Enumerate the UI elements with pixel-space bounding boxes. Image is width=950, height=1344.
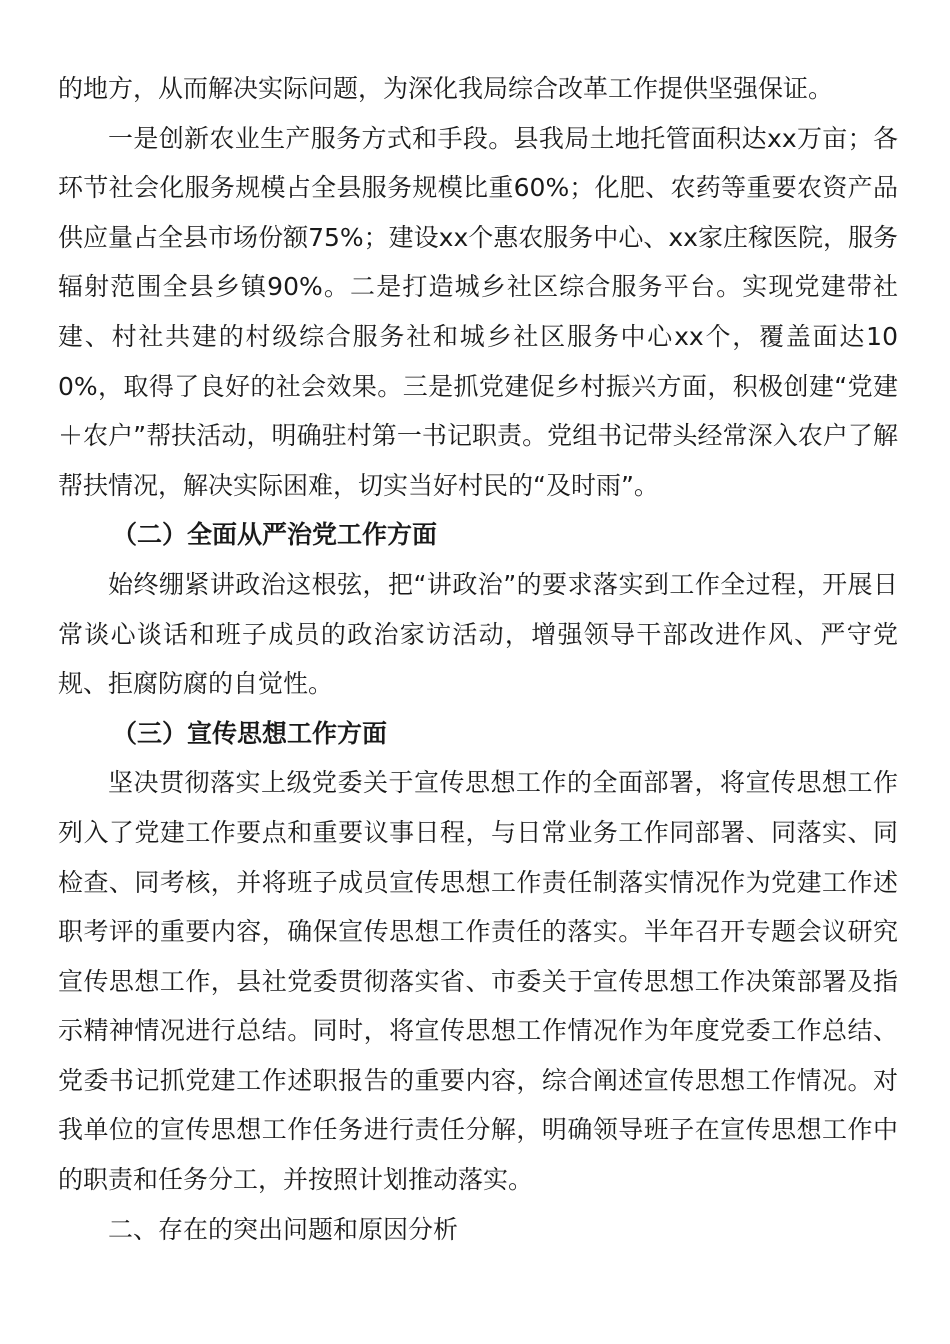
- document-page: [58, 64, 898, 1254]
- paragraph-publicity-work: 坚决贯彻落实上级党委关于宣传思想工作的全面部署，将宣传思想工作列入了党建工作要点和重要议事日程，与日常业务工作同部署、同落实、同检查、同考核，并将班子成员宣传思想工作责任制落实情况作为党建工作述职考评的重要内容，确保宣传思想工作责任的落实。半年召开专题会议研究宣传思想工作，县社党委贯彻落实省、市委关于宣传思想工作决策部署及指示精神情况进行总结。同时，将宣传思想工作情况作为年度党委工作总结、党委书记抓党建工作述职报告的重要内容，综合阐述宣传思想工作情况。对我单位的宣传思想工作任务进行责任分解，明确领导班子在宣传思想工作中的职责和任务分工，并按照计划推动落实。: [58, 768, 898, 1195]
- paragraph-party-governance: 始终绷紧讲政治这根弦，把“讲政治”的要求落实到工作全过程，开展日常谈心谈话和班子成员的政治家访活动，增强领导干部改进作风、严守党规、拒腐防腐的自觉性。: [58, 569, 898, 699]
- paragraph-agriculture-services: 一是创新农业生产服务方式和手段。县我局土地托管面积达xx万亩；各环节社会化服务规模占全县服务规模比重60%；化肥、农药等重要农资产品供应量占全县市场份额75%；建设xx个惠农服务中心、xx家庄稼医院，服务辐射范围全县乡镇90%。二是打造城乡社区综合服务平台。实现党建带社建、村社共建的村级综合服务社和城乡社区服务中心xx个，覆盖面达100%，取得了良好的社会效果。三是抓党建促乡村振兴方面，积极创建“党建＋农户”帮扶活动，明确驻村第一书记职责。党组书记带头经常深入农户了解帮扶情况，解决实际困难，切实当好村民的“及时雨”。: [58, 123, 898, 500]
- paragraph-continuation: 的地方，从而解决实际问题，为深化我局综合改革工作提供坚强保证。: [58, 74, 834, 103]
- section-title-problems: 二、存在的突出问题和原因分析: [108, 1214, 459, 1244]
- heading-party-governance: （二）全面从严治党工作方面: [112, 520, 438, 550]
- heading-publicity-work: （三）宣传思想工作方面: [112, 718, 388, 748]
